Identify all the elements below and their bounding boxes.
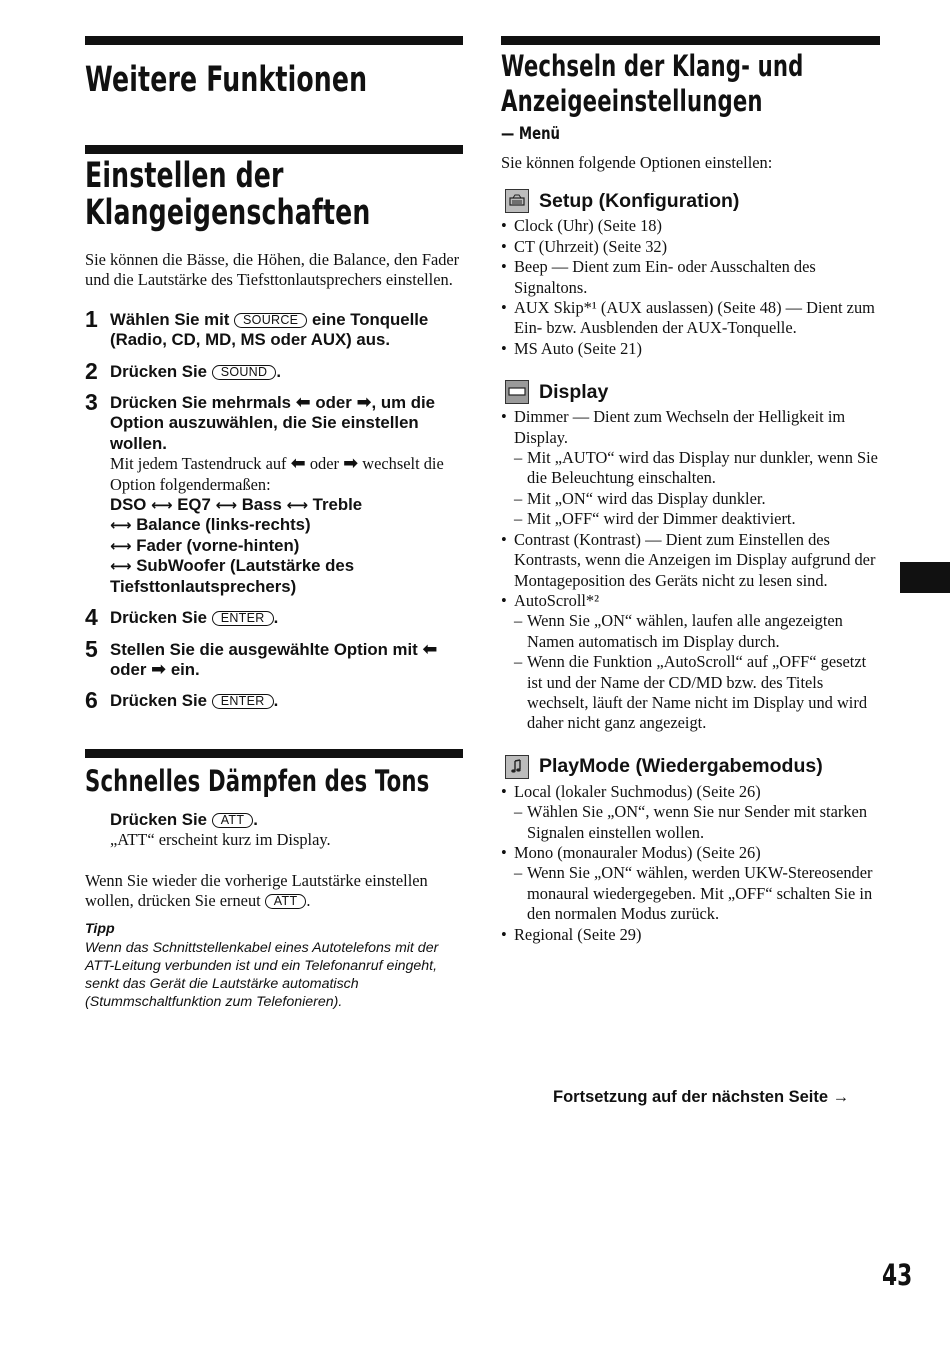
left-column <box>85 36 463 1011</box>
intro-text: Sie können die Bässe, die Höhen, die Balance, den Fader und die Lautstärke des Tiefsttonlautsprechers einstellen. <box>85 250 460 290</box>
att-instruction: Drücken Sie ATT . <box>110 809 258 829</box>
display-icon <box>505 380 529 404</box>
step-2: 2 Drücken Sie SOUND . <box>85 357 282 384</box>
autoscroll-sublist <box>514 611 880 733</box>
heading-weitere-funktionen: Weitere Funktionen <box>85 60 368 100</box>
option-sequence: DSO ⟷ EQ7 ⟷ Bass ⟷ Treble ⟷ Balance (links-rechts) ⟷ Fader (vorne-hinten) ⟷ SubWoofer (Lautstärke des Tiefsttonlautsprechers) <box>110 495 363 596</box>
tip-box <box>85 920 463 1011</box>
playmode-heading: PlayMode (Wiedergabemodus) <box>501 755 880 779</box>
enter-key: ENTER <box>212 611 274 626</box>
mono-sublist <box>514 863 880 924</box>
section-rule <box>85 749 463 758</box>
setup-icon <box>505 189 529 213</box>
heading-schnelles-daempfen: Schnelles Dämpfen des Tons <box>85 763 430 798</box>
source-key: SOURCE <box>234 313 307 328</box>
list-item: – Mit „AUTO“ wird das Display nur dunkler, wenn Sie die Beleuchtung einschalten. <box>514 448 880 489</box>
step-4: 4 Drücken Sie ENTER . <box>85 604 279 631</box>
tip-title: Tipp <box>85 921 115 938</box>
thumb-tab <box>900 562 950 593</box>
list-item: • Clock (Uhr) (Seite 18) <box>501 216 880 236</box>
double-arrow-icon: ⟷ <box>286 496 308 515</box>
list-item: • AUX Skip*¹ (AUX auslassen) (Seite 48) — Dient zum Ein- bzw. Ausblenden der AUX-Tonquelle. <box>501 298 880 339</box>
display-heading: Display <box>501 380 880 404</box>
right-arrow-icon: ➡ <box>356 392 372 414</box>
section-rule <box>501 36 880 45</box>
section-rule <box>85 36 463 45</box>
enter-key: ENTER <box>212 694 274 709</box>
local-sublist <box>514 802 880 843</box>
dimmer-sublist <box>514 448 880 530</box>
list-item: • CT (Uhrzeit) (Seite 32) <box>501 237 880 257</box>
left-arrow-icon: ⬅ <box>422 638 438 660</box>
list-item: • Contrast (Kontrast) — Dient zum Einstellen des Kontrasts, wenn die Anzeigen im Display aufgrund der Montageposition des Geräts nicht zu lesen sind. <box>501 530 880 591</box>
list-item: • Local (lokaler Suchmodus) (Seite 26) – Wählen Sie „ON“, wenn Sie nur Sender mit starken Signalen einstellen wollen. <box>501 782 880 843</box>
tip-text: Wenn das Schnittstellenkabel eines Autotelefons mit der ATT-Leitung verbunden ist und ein Telefonanruf eingeht, senkt das Gerät die Lautstärke automatisch (Stummschaltfunktion zum Telefonieren). <box>85 939 439 1011</box>
att-key: ATT <box>212 813 254 828</box>
list-item: – Wenn Sie „ON“ wählen, laufen alle angezeigten Namen automatisch im Display durch. <box>514 611 880 652</box>
heading-wechseln: Wechseln der Klang- und Anzeigeeinstellungen <box>501 49 804 118</box>
heading-einstellen: Einstellen der Klangeigenschaften <box>85 156 371 233</box>
double-arrow-icon: ⟷ <box>110 516 132 535</box>
step-3: 3 Drücken Sie mehrmals ⬅ oder ➡, um die Option auszuwählen, die Sie einstellen wollen. Mit jedem Tastendruck auf ⬅ oder ➡ wechselt die Option folgendermaßen: DSO ⟷ EQ7 ⟷ Bass ⟷ Treble ⟷ Balance (links-rechts) ⟷ Fader (vorne-hinten) ⟷ SubWoofer (Lautstärke des Tiefsttonlautsprechers) <box>85 393 463 597</box>
section-rule <box>85 145 463 154</box>
right-column <box>501 36 880 945</box>
list-item: – Wählen Sie „ON“, wenn Sie nur Sender mit starken Signalen einstellen wollen. <box>514 802 880 843</box>
step-6: 6 Drücken Sie ENTER . <box>85 687 279 714</box>
subheading-menue: — Menü <box>501 124 560 144</box>
list-item: – Wenn Sie „ON“ wählen, werden UKW-Stereosender monaural wiedergegeben. Mit „OFF“ schalten Sie in den normalen Modus zurück. <box>514 863 880 924</box>
left-arrow-icon: ⬅ <box>290 453 306 475</box>
step-3-note: Mit jedem Tastendruck auf ⬅ oder ➡ wechselt die Option folgendermaßen: <box>110 453 444 494</box>
att-note: „ATT“ erscheint kurz im Display. <box>110 830 331 850</box>
right-arrow-icon: ➡ <box>151 658 167 680</box>
list-item: • AutoScroll*² – Wenn Sie „ON“ wählen, laufen alle angezeigten Namen automatisch im Display durch. – Wenn die Funktion „AutoScroll“ auf „OFF“ gesetzt ist und der Name der CD/MD bzw. des Titels wechselt, läuft der Name nicht im Display und wird daher nicht ganz angezeigt. <box>501 591 880 734</box>
list-item: – Mit „ON“ wird das Display dunkler. <box>514 489 880 509</box>
music-note-icon <box>505 755 529 779</box>
list-item: • Beep — Dient zum Ein- oder Ausschalten des Signaltons. <box>501 257 880 298</box>
double-arrow-icon: ⟷ <box>151 496 173 515</box>
return-text: Wenn Sie wieder die vorherige Lautstärke einstellen wollen, drücken Sie erneut ATT . <box>85 870 428 910</box>
playmode-list <box>501 782 880 945</box>
step-5: 5 Stellen Sie die ausgewählte Option mit ⬅ oder ➡ ein. <box>85 635 438 680</box>
display-list <box>501 407 880 734</box>
att-key: ATT <box>265 894 307 909</box>
page-number: 43 <box>882 1258 913 1292</box>
setup-list <box>501 216 880 359</box>
list-item: • Regional (Seite 29) <box>501 925 880 945</box>
double-arrow-icon: ⟷ <box>110 536 132 555</box>
double-arrow-icon: ⟷ <box>110 557 132 576</box>
list-item: • MS Auto (Seite 21) <box>501 339 880 359</box>
list-item: – Mit „OFF“ wird der Dimmer deaktiviert. <box>514 509 880 529</box>
continue-note: Fortsetzung auf der nächsten Seite → <box>553 1088 850 1106</box>
sound-key: SOUND <box>212 365 277 380</box>
list-item: • Mono (monauraler Modus) (Seite 26) – Wenn Sie „ON“ wählen, werden UKW-Stereosender monaural wiedergegeben. Mit „OFF“ schalten Sie in den normalen Modus zurück. <box>501 843 880 925</box>
right-intro: Sie können folgende Optionen einstellen: <box>501 153 773 172</box>
list-item: – Wenn die Funktion „AutoScroll“ auf „OFF“ gesetzt ist und der Name der CD/MD bzw. des Titels wechselt, läuft der Name nicht im Display und wird daher nicht ganz angezeigt. <box>514 652 880 734</box>
left-arrow-icon: ⬅ <box>295 392 311 414</box>
setup-heading: Setup (Konfiguration) <box>501 189 880 213</box>
right-arrow-icon: ➡ <box>343 453 359 475</box>
step-1: 1 Wählen Sie mit SOURCE eine Tonquelle (Radio, CD, MD, MS oder AUX) aus. <box>85 305 429 350</box>
double-arrow-icon: ⟷ <box>215 496 238 515</box>
list-item: • Dimmer — Dient zum Wechseln der Helligkeit im Display. – Mit „AUTO“ wird das Display nur dunkler, wenn Sie die Beleuchtung einschalten. – Mit „ON“ wird das Display dunkler. – Mit „OFF“ wird der Dimmer deaktiviert. <box>501 407 880 529</box>
